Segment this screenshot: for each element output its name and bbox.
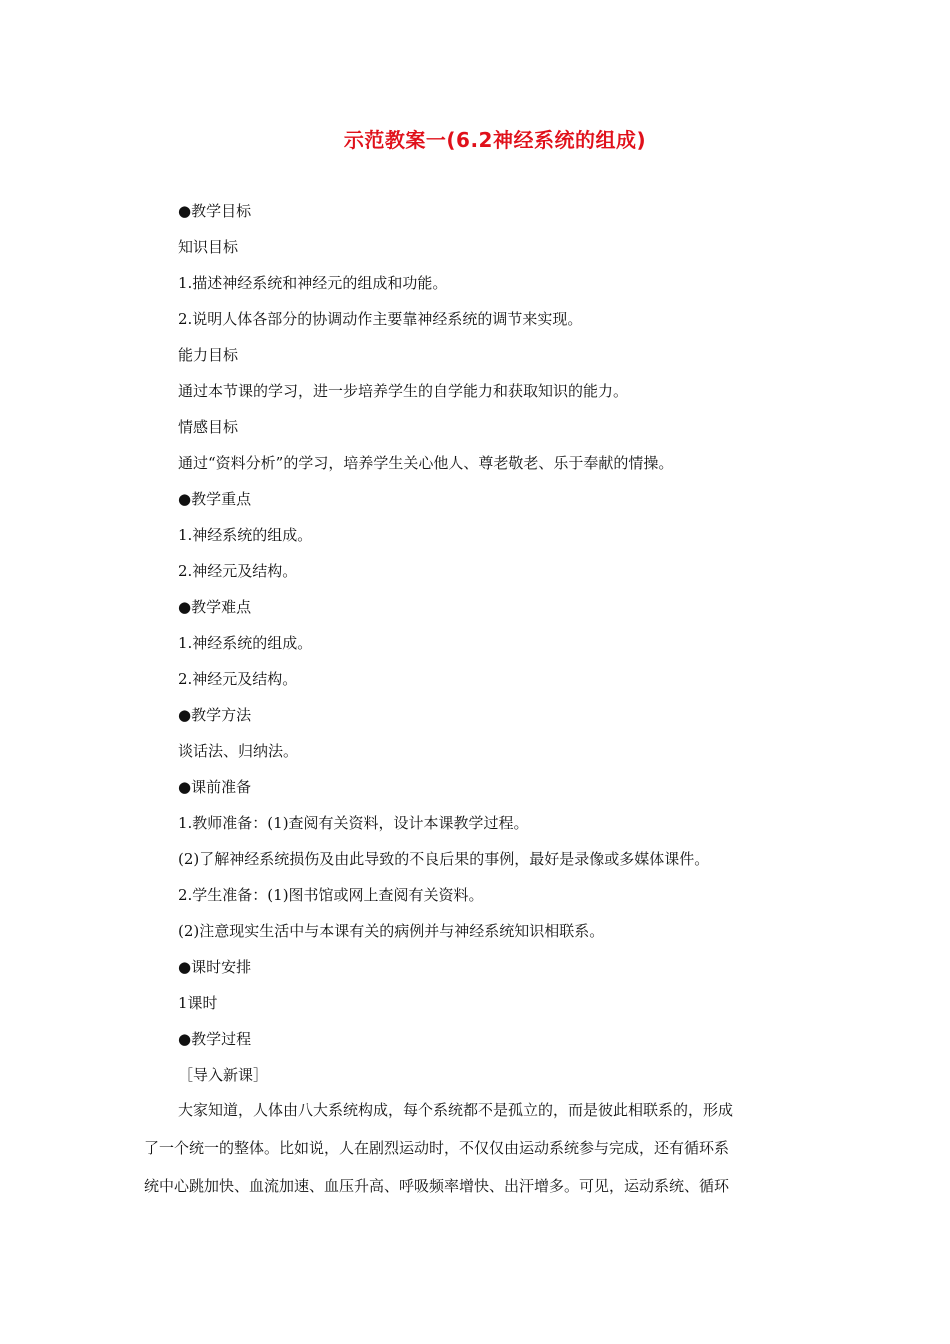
intro-paragraph-line: 统中心跳加快、血流加速、血压升高、呼吸频率增快、出汗增多。可见，运动系统、循环 <box>144 1177 730 1195</box>
heading-teaching-goals: ●教学目标 <box>178 202 252 220</box>
teacher-preparation-2: (2)了解神经系统损伤及由此导致的不良后果的事例，最好是录像或多媒体课件。 <box>178 850 710 868</box>
document-title: 示范教案一(6.2神经系统的组成) <box>343 128 647 152</box>
knowledge-goal-2: 2.说明人体各部分的协调动作主要靠神经系统的调节来实现。 <box>178 310 583 328</box>
heading-teaching-methods: ●教学方法 <box>178 706 252 724</box>
student-preparation-1: 2.学生准备：(1)图书馆或网上查阅有关资料。 <box>178 886 484 904</box>
key-point-1: 1.神经系统的组成。 <box>178 526 313 544</box>
teaching-methods-text: 谈话法、归纳法。 <box>178 742 299 760</box>
intro-paragraph-line: 了一个统一的整体。比如说，人在剧烈运动时，不仅仅由运动系统参与完成，还有循环系 <box>144 1139 730 1157</box>
difficult-point-1: 1.神经系统的组成。 <box>178 634 313 652</box>
heading-key-points: ●教学重点 <box>178 490 252 508</box>
knowledge-goal-1: 1.描述神经系统和神经元的组成和功能。 <box>178 274 448 292</box>
heading-difficult-points: ●教学难点 <box>178 598 252 616</box>
heading-teaching-process: ●教学过程 <box>178 1030 252 1048</box>
key-point-2: 2.神经元及结构。 <box>178 562 298 580</box>
intro-paragraph <box>144 1098 810 1212</box>
subheading-ability-goals: 能力目标 <box>178 346 239 364</box>
subheading-knowledge-goals: 知识目标 <box>178 238 239 256</box>
document-body <box>178 199 808 1099</box>
emotion-goal-text: 通过“资料分析”的学习，培养学生关心他人、尊老敬老、乐于奉献的情操。 <box>178 454 674 472</box>
schedule-text: 1课时 <box>178 994 218 1012</box>
ability-goal-text: 通过本节课的学习，进一步培养学生的自学能力和获取知识的能力。 <box>178 382 629 400</box>
intro-paragraph-line: 大家知道，人体由八大系统构成，每个系统都不是孤立的，而是彼此相联系的，形成 <box>178 1101 734 1119</box>
student-preparation-2: (2)注意现实生活中与本课有关的病例并与神经系统知识相联系。 <box>178 922 605 940</box>
teacher-preparation-1: 1.教师准备：(1)查阅有关资料，设计本课教学过程。 <box>178 814 529 832</box>
difficult-point-2: 2.神经元及结构。 <box>178 670 298 688</box>
heading-schedule: ●课时安排 <box>178 958 252 976</box>
section-intro-new-lesson: ［导入新课］ <box>178 1066 269 1084</box>
subheading-emotion-goals: 情感目标 <box>178 418 239 436</box>
heading-preparation: ●课前准备 <box>178 778 252 796</box>
